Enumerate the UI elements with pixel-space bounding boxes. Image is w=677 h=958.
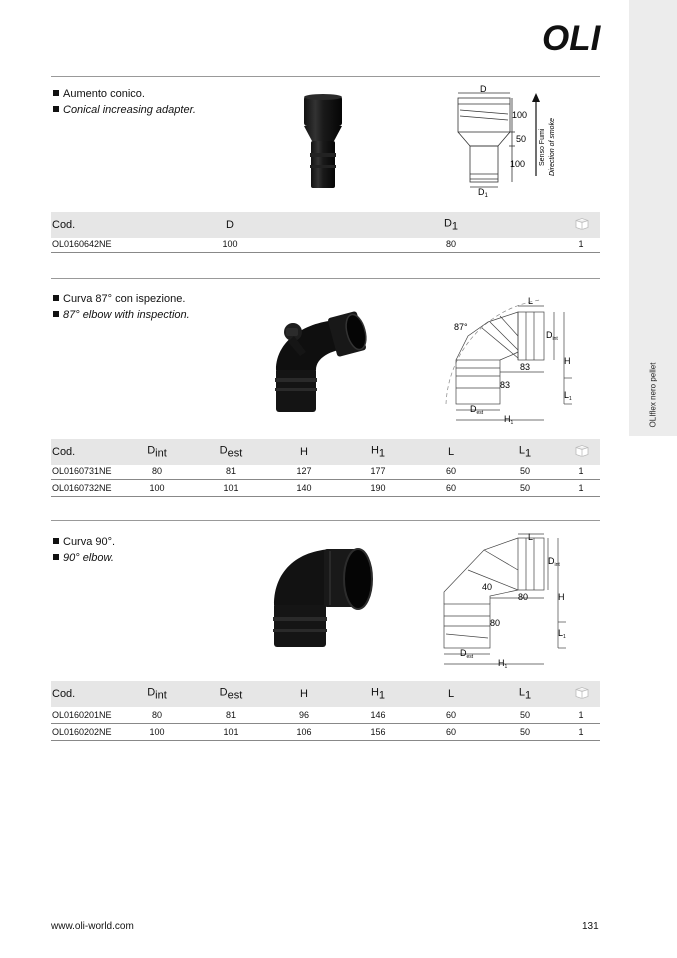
section-2-title-en: 87° elbow with inspection.: [53, 309, 190, 321]
col-h: H: [300, 688, 308, 700]
direction-en: Direction of smoke: [549, 118, 556, 176]
cell-cod: OL0160201NE: [52, 710, 112, 720]
cell-h: 96: [298, 710, 310, 720]
section-divider: [51, 76, 600, 77]
dim-h: H: [564, 356, 571, 366]
col-l1: L1: [518, 444, 532, 460]
cell-dint: 80: [151, 710, 163, 720]
col-h1: H1: [370, 686, 386, 702]
section-3-title-it: Curva 90°.: [53, 536, 115, 548]
table-row: [51, 463, 600, 480]
dim-l: L: [528, 532, 534, 542]
dim-83-a: 83: [520, 362, 531, 372]
dim-angle: 87°: [454, 322, 468, 332]
dim-dest: $D_{est}$: [470, 404, 484, 416]
col-dest: Dest: [219, 686, 243, 702]
elbow-90-drawing: [440, 530, 580, 670]
cell-cod: OL0160731NE: [52, 466, 112, 476]
section-divider: [51, 520, 600, 521]
cell-d1: 80: [445, 239, 457, 249]
table-row: [51, 480, 600, 497]
elbow-90-photo: [270, 545, 376, 648]
cell-h1: 190: [370, 483, 386, 493]
section-1-title-it: Aumento conico.: [53, 88, 145, 100]
dim-100-bottom: 100: [510, 159, 526, 169]
cell-h: 127: [296, 466, 312, 476]
section-1-title-en: Conical increasing adapter.: [53, 104, 196, 116]
cell-dest: 101: [223, 727, 239, 737]
col-l: L: [447, 446, 455, 458]
dim-50: 50: [516, 134, 527, 144]
cell-qty: 1: [578, 727, 584, 737]
cell-dest: 81: [225, 710, 237, 720]
cell-qty: 1: [578, 483, 584, 493]
col-cod: Cod.: [52, 688, 76, 700]
cell-d: 100: [222, 239, 238, 249]
dim-l1: $L_1$: [558, 628, 566, 640]
dim-d: D: [480, 84, 487, 94]
cell-cod: OL0160642NE: [52, 239, 112, 249]
side-label: OLIflex nero pellet: [648, 362, 658, 428]
cell-l: 60: [445, 466, 457, 476]
dim-dest: $D_{est}$: [460, 648, 474, 660]
dim-100-top: 100: [512, 110, 528, 120]
col-dint: Dint: [147, 444, 167, 460]
cell-l1: 50: [519, 466, 531, 476]
col-cod: Cod.: [52, 219, 76, 231]
col-cod: Cod.: [52, 446, 76, 458]
box-icon: [575, 687, 589, 702]
cell-dest: 101: [223, 483, 239, 493]
conical-adapter-drawing: [450, 84, 560, 199]
dim-l1: $L_1$: [564, 390, 572, 402]
smoke-arrow-head: [532, 93, 540, 102]
cell-l1: 50: [519, 483, 531, 493]
cell-dint: 100: [149, 483, 165, 493]
dim-l: L: [528, 296, 534, 306]
col-l1: L1: [518, 686, 532, 702]
box-icon: [575, 218, 589, 233]
col-dest: Dest: [219, 444, 243, 460]
table-3-header: [51, 681, 600, 707]
col-h1: H1: [370, 444, 386, 460]
cell-h1: 146: [370, 710, 386, 720]
table-row: [51, 236, 600, 253]
dim-40: 40: [482, 582, 493, 592]
cell-qty: 1: [578, 239, 584, 249]
cell-h1: 156: [370, 727, 386, 737]
col-d: D: [226, 219, 234, 231]
section-divider: [51, 278, 600, 279]
cell-qty: 1: [578, 710, 584, 720]
cell-dest: 81: [225, 466, 237, 476]
dim-dint: $D_{int}$: [546, 330, 558, 342]
dim-h1: $H_1$: [504, 414, 514, 424]
page-number: 131: [582, 921, 599, 932]
col-d1: D1: [443, 217, 459, 233]
dim-83-b: 83: [500, 380, 511, 390]
conical-adapter-photo: [298, 93, 348, 190]
table-1-header: [51, 212, 600, 238]
table-row: [51, 724, 600, 741]
dim-80-a: 80: [518, 592, 529, 602]
cell-h: 106: [296, 727, 312, 737]
direction-it: Senso Fumi: [539, 128, 546, 166]
cell-l: 60: [445, 710, 457, 720]
elbow-87-photo: [270, 308, 375, 413]
col-dint: Dint: [147, 686, 167, 702]
cell-h1: 177: [370, 466, 386, 476]
cell-cod: OL0160202NE: [52, 727, 112, 737]
box-icon: [575, 445, 589, 460]
oli-logo: [541, 18, 603, 54]
dim-80-b: 80: [490, 618, 501, 628]
table-row: [51, 707, 600, 724]
dim-dint: $D_{int}$: [548, 556, 560, 568]
dim-h1: $H_1$: [498, 658, 508, 670]
section-2-title-it: Curva 87° con ispezione.: [53, 293, 185, 305]
elbow-87-drawing: [442, 292, 582, 424]
cell-l: 60: [445, 727, 457, 737]
cell-l1: 50: [519, 710, 531, 720]
cell-l: 60: [445, 483, 457, 493]
footer-website[interactable]: www.oli-world.com: [51, 921, 134, 932]
cell-qty: 1: [578, 466, 584, 476]
cell-l1: 50: [519, 727, 531, 737]
col-h: H: [300, 446, 308, 458]
section-3-title-en: 90° elbow.: [53, 552, 114, 564]
cell-dint: 80: [151, 466, 163, 476]
cell-dint: 100: [149, 727, 165, 737]
dim-h: H: [558, 592, 565, 602]
logo-text: OLI: [542, 19, 601, 54]
cell-h: 140: [296, 483, 312, 493]
table-2-header: [51, 439, 600, 465]
col-l: L: [447, 688, 455, 700]
cell-cod: OL0160732NE: [52, 483, 112, 493]
dim-d1: $D_1$: [478, 187, 488, 199]
